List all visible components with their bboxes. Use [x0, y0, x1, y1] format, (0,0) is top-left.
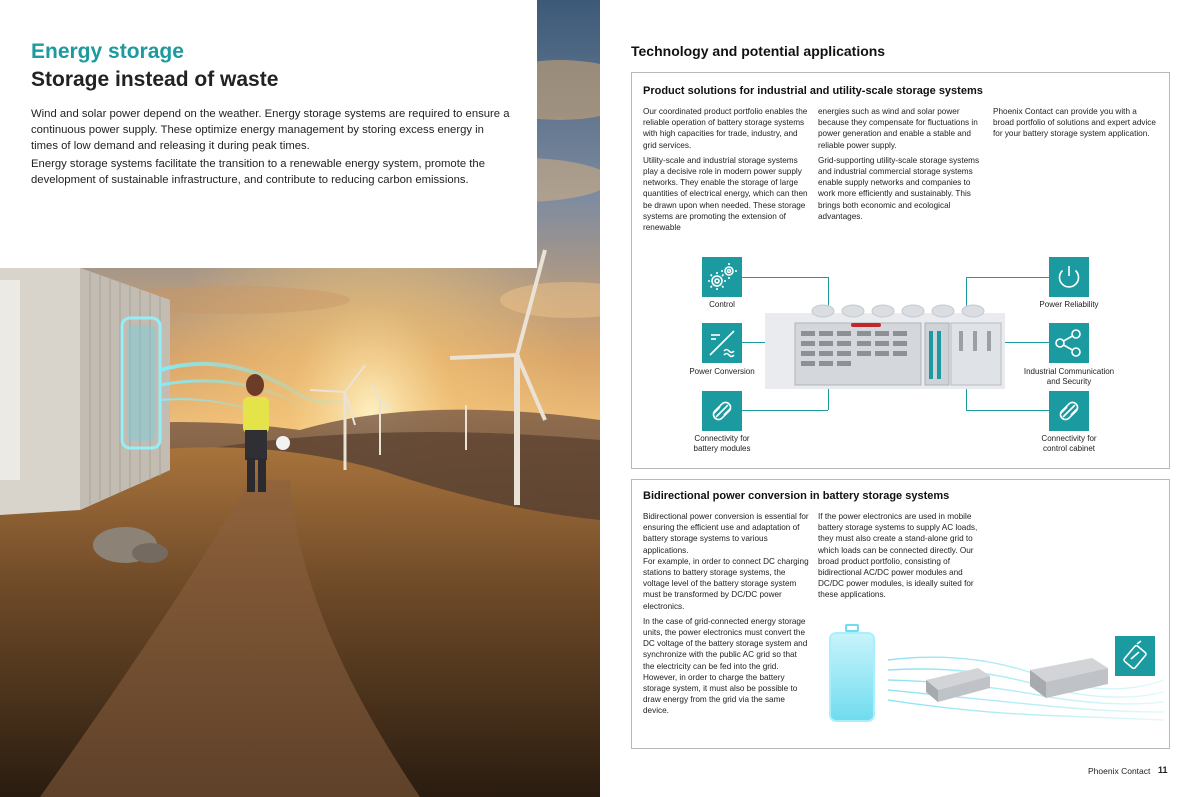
paragraph: In the case of grid-connected energy storage units, the power electronics must convert the DC voltage of the battery storage system and synchronize with the public AC grid so that the electricity can be fed into the grid. However, in order to charge the battery storage system, it must also be possible to draw energy from the grid via the same device.	[643, 616, 808, 716]
paragraph: If the power electronics are used in mobile battery storage systems to supply AC loads, they must also create a stand-alone grid to which loads can be connected directly. Our broad product portfolio, consisting of bidirectional AC/DC power modules and DC/DC power modules, is ideally suited for these applications.	[818, 512, 978, 600]
paragraph: For example, in order to connect DC charging stations to battery storage systems, the voltage level of the battery storage system must be transformed by DC/DC power electronics.	[643, 556, 809, 611]
paragraph: Our coordinated product portfolio enables the reliable operation of battery storage systems with high capacities for trade, industry, and grid services.	[643, 107, 808, 150]
bidirectional-conversion-panel	[631, 479, 1170, 749]
diagram-label: Industrial Communication and Security	[1023, 367, 1115, 386]
power-conversion-icon	[702, 323, 742, 363]
diagram-label: Power Reliability	[1039, 300, 1099, 309]
paragraph: energies such as wind and solar power because they compensate for fluctuations in power generation and enable a stable and reliable power supply.	[818, 107, 978, 150]
page-subtitle: Storage instead of waste	[31, 68, 279, 91]
page-number: 11	[1158, 765, 1168, 775]
panel-title: Product solutions for industrial and utility-scale storage systems	[643, 85, 983, 97]
text-column	[818, 511, 984, 605]
intro-paragraph: Energy storage systems facilitate the transition to a renewable energy system, promote the development of sustainable infrastructure, and contribute to reducing carbon emissions.	[31, 158, 485, 186]
battery-connector-icon	[702, 391, 742, 431]
cabinet-connector-icon	[1049, 391, 1089, 431]
power-reliability-icon	[1049, 257, 1089, 297]
section-title: Technology and potential applications	[631, 43, 886, 59]
page-title: Energy storage	[31, 40, 184, 63]
product-solutions-panel	[631, 72, 1170, 469]
paragraph: Phoenix Contact can provide you with a broad portfolio of solutions and expert advice for your battery storage system application.	[993, 107, 1156, 139]
battery-plug-icon	[1115, 636, 1155, 676]
text-column	[993, 106, 1159, 144]
text-column	[818, 106, 984, 226]
intro-paragraph: Wind and solar power depend on the weather. Energy storage systems are required to ensure a continuous power supply. These optimize energy management by storing excess energy in times of low demand and releasing it during peak times.	[31, 108, 510, 152]
diagram-label: Power Conversion	[689, 367, 755, 376]
text-column	[643, 511, 809, 721]
power-conversion-illustration	[818, 620, 1164, 730]
control-gears-icon	[702, 257, 742, 297]
storage-system-image	[765, 301, 1005, 389]
diagram-label: Connectivity for control cabinet	[1041, 434, 1097, 453]
footer-brand: Phoenix Contact	[1088, 766, 1151, 776]
diagram-label: Connectivity for battery modules	[693, 434, 751, 453]
diagram-label: Control	[709, 300, 735, 309]
paragraph: Utility-scale and industrial storage systems play a decisive role in modern power supply networks. They enable the storage of large quantities of electrical energy, which can then be drawn upon when needed. These storage systems are promoting the extension of renewable	[643, 155, 808, 233]
network-icon	[1049, 323, 1089, 363]
text-column	[643, 106, 809, 237]
panel-title: Bidirectional power conversion in battery storage systems	[643, 490, 950, 502]
paragraph: Grid-supporting utility-scale storage systems and industrial commercial storage systems enable supply networks and companies to work more efficiently and sustainably. This brings both economic and ecological advantages.	[818, 155, 980, 221]
paragraph: Bidirectional power conversion is essential for ensuring the efficient use and adaptation of battery storage systems to various applications.	[643, 512, 809, 555]
